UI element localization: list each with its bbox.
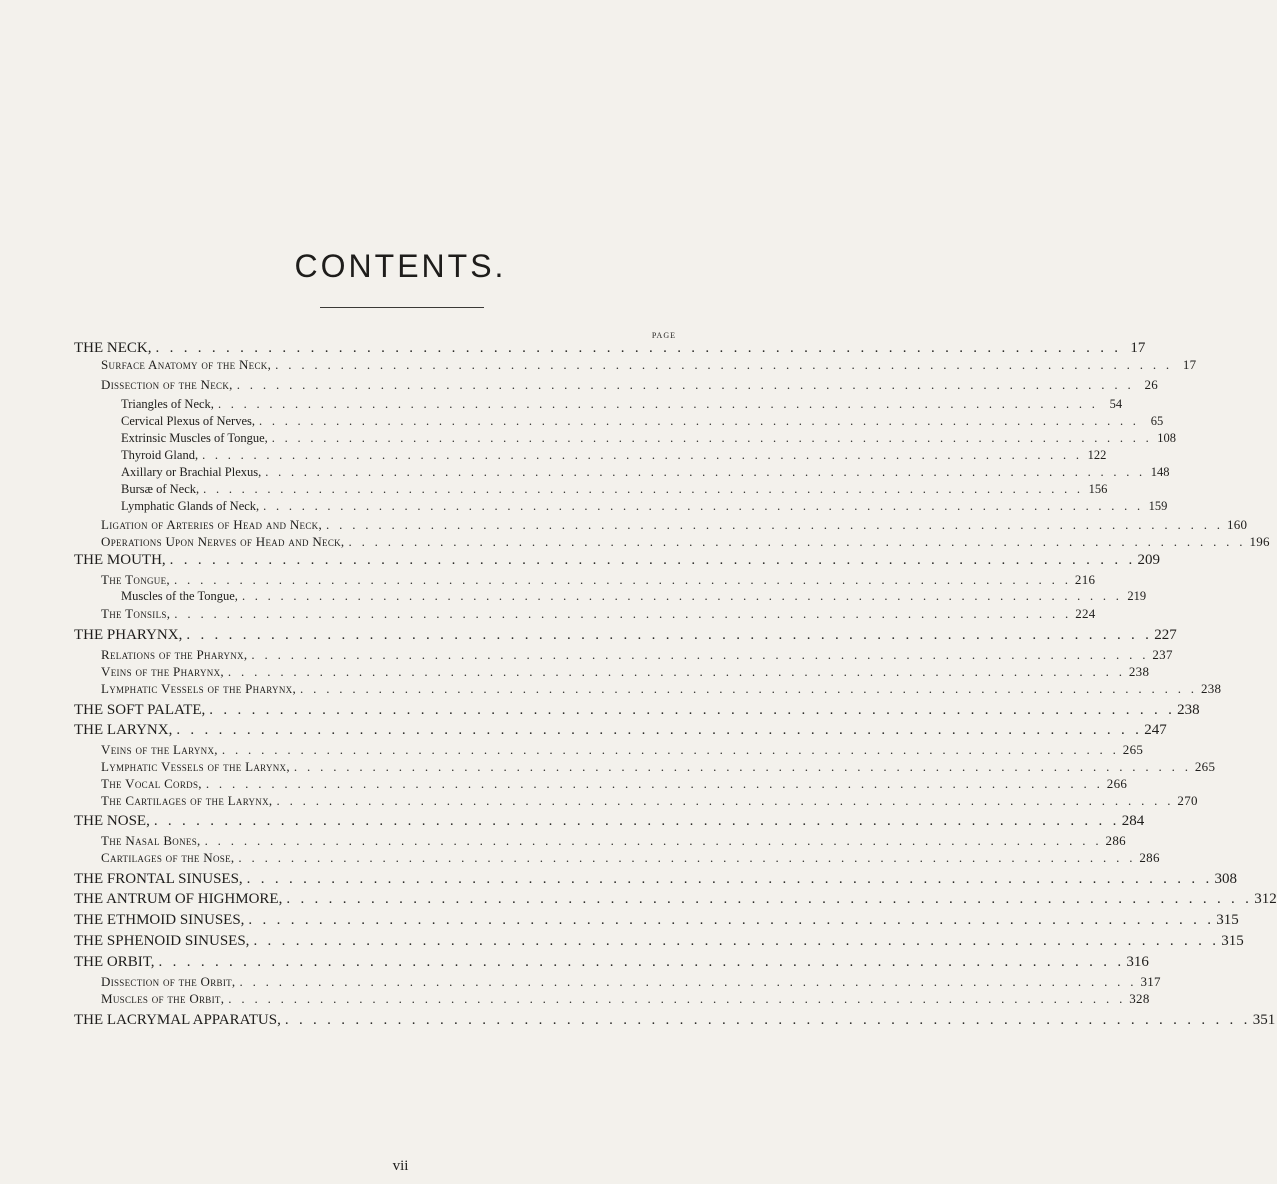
toc-entry-label: Lymphatic Vessels of the Pharynx, — [101, 681, 296, 696]
dot-leader: . . . . . . . . . . . . . . . . . . . . . . . . . . . . . . . . . . . . . . . . . . . . . . . . . . . . . . . . . . . . . . . . . . . . . — [228, 991, 1126, 1006]
toc-entry-page: 351 — [1252, 1012, 1276, 1028]
toc-entry — [121, 499, 1168, 514]
toc-entry-label: Cartilages of the Nose, — [101, 850, 235, 865]
toc-entry-label: THE SPHENOID SINUSES, — [74, 933, 250, 949]
toc-entry-label: The Tonsils, — [101, 606, 171, 621]
toc-entry-label: Lymphatic Vessels of the Larynx, — [101, 759, 290, 774]
toc-entry-label: Veins of the Larynx, — [101, 742, 218, 757]
toc-entry-page: 315 — [1216, 912, 1239, 928]
toc-entry-page: 237 — [1152, 647, 1173, 662]
toc-entry-page: 219 — [1127, 589, 1147, 603]
toc-entry-page: 26 — [1144, 377, 1159, 392]
toc-entry — [101, 850, 1160, 866]
dot-leader: . . . . . . . . . . . . . . . . . . . . . . . . . . . . . . . . . . . . . . . . . . . . . . . . . . . . . . . . . . . . . . . . . . . . . — [265, 465, 1146, 479]
toc-entry-page: 108 — [1157, 431, 1177, 445]
dot-leader: . . . . . . . . . . . . . . . . . . . . . . . . . . . . . . . . . . . . . . . . . . . . . . . . . . . . . . . . . . . . . . . . . . . . . — [176, 722, 1143, 738]
toc-entry-label: Dissection of the Orbit, — [101, 974, 236, 989]
toc-entry — [101, 776, 1128, 792]
toc-entry-label: Surface Anatomy of the Neck, — [101, 357, 272, 372]
dot-leader: . . . . . . . . . . . . . . . . . . . . . . . . . . . . . . . . . . . . . . . . . . . . . . . . . . . . . . . . . . . . . . . . . . . . . — [241, 589, 1123, 603]
toc-entry-label: THE NECK, — [74, 340, 152, 356]
toc-entry — [101, 793, 1198, 809]
toc-entry-label: THE LACRYMAL APPARATUS, — [74, 1012, 281, 1028]
toc-entry-label: The Cartilages of the Larynx, — [101, 793, 273, 808]
toc-entry-page: 160 — [1226, 517, 1248, 532]
toc-entry — [74, 954, 1149, 971]
toc-entry-label: THE ORBIT, — [74, 954, 155, 970]
toc-entry-page: 312 — [1254, 891, 1277, 907]
dot-leader: . . . . . . . . . . . . . . . . . . . . . . . . . . . . . . . . . . . . . . . . . . . . . . . . . . . . . . . . . . . . . . . . . . . . . — [227, 664, 1126, 679]
dot-leader: . . . . . . . . . . . . . . . . . . . . . . . . . . . . . . . . . . . . . . . . . . . . . . . . . . . . . . . . . . . . . . . . . . . . . — [155, 340, 1122, 356]
toc-entry-label: Cervical Plexus of Nerves, — [121, 414, 255, 428]
dot-leader: . . . . . . . . . . . . . . . . . . . . . . . . . . . . . . . . . . . . . . . . . . . . . . . . . . . . . . . . . . . . . . . . . . . . . — [236, 377, 1135, 392]
toc-entry-label: THE PHARYNX, — [74, 627, 183, 643]
toc-entry-label: THE ETHMOID SINUSES, — [74, 912, 245, 928]
toc-entry — [101, 534, 1270, 550]
page-column-header: PAGE — [651, 331, 676, 340]
toc-entry — [121, 465, 1170, 480]
toc-entry-label: THE ANTRUM OF HIGHMORE, — [74, 891, 283, 907]
toc-entry-page: 308 — [1214, 871, 1238, 887]
toc-entry-label: THE SOFT PALATE, — [74, 702, 206, 718]
dot-leader: . . . . . . . . . . . . . . . . . . . . . . . . . . . . . . . . . . . . . . . . . . . . . . . . . . . . . . . . . . . . . . . . . . . . . — [204, 833, 1102, 848]
page-folio: vii — [392, 1158, 409, 1174]
toc-entry — [74, 552, 1161, 569]
toc-entry-page: 316 — [1126, 954, 1149, 970]
toc-entry-page: 122 — [1087, 448, 1107, 462]
toc-entry — [121, 397, 1123, 412]
toc-entry — [74, 340, 1146, 357]
dot-leader: . . . . . . . . . . . . . . . . . . . . . . . . . . . . . . . . . . . . . . . . . . . . . . . . . . . . . . . . . . . . . . . . . . . . . — [259, 414, 1140, 428]
toc-entry-page: 238 — [1128, 664, 1150, 679]
dot-leader: . . . . . . . . . . . . . . . . . . . . . . . . . . . . . . . . . . . . . . . . . . . . . . . . . . . . . . . . . . . . . . . . . . . . . — [276, 793, 1174, 808]
toc-entry-label: Extrinsic Muscles of Tongue, — [121, 431, 268, 445]
title-rule — [320, 307, 484, 308]
toc-entry — [121, 589, 1147, 604]
toc-entry-page: 317 — [1140, 974, 1161, 989]
toc-entry-page: 54 — [1109, 397, 1123, 411]
toc-entry-label: Muscles of the Orbit, — [101, 991, 225, 1006]
toc-entry-label: The Tongue, — [101, 572, 170, 587]
toc-entry-page: 65 — [1150, 414, 1164, 428]
toc-entry — [74, 627, 1177, 644]
toc-entry-label: THE MOUTH, — [74, 552, 166, 568]
toc-entry — [121, 414, 1164, 429]
dot-leader: . . . . . . . . . . . . . . . . . . . . . . . . . . . . . . . . . . . . . . . . . . . . . . . . . . . . . . . . . . . . . . . . . . . . . — [284, 1012, 1251, 1028]
dot-leader: . . . . . . . . . . . . . . . . . . . . . . . . . . . . . . . . . . . . . . . . . . . . . . . . . . . . . . . . . . . . . . . . . . . . . — [202, 448, 1083, 462]
dot-leader: . . . . . . . . . . . . . . . . . . . . . . . . . . . . . . . . . . . . . . . . . . . . . . . . . . . . . . . . . . . . . . . . . . . . . — [275, 357, 1173, 372]
toc-entry-page: 286 — [1139, 850, 1160, 865]
toc-entry-label: THE NOSE, — [74, 813, 150, 829]
toc-entry — [74, 722, 1167, 739]
dot-leader: . . . . . . . . . . . . . . . . . . . . . . . . . . . . . . . . . . . . . . . . . . . . . . . . . . . . . . . . . . . . . . . . . . . . . — [246, 871, 1213, 887]
toc-entry-page: 159 — [1148, 499, 1168, 513]
toc-entry-page: 209 — [1137, 552, 1161, 568]
dot-leader: . . . . . . . . . . . . . . . . . . . . . . . . . . . . . . . . . . . . . . . . . . . . . . . . . . . . . . . . . . . . . . . . . . . . . — [174, 606, 1072, 621]
dot-leader: . . . . . . . . . . . . . . . . . . . . . . . . . . . . . . . . . . . . . . . . . . . . . . . . . . . . . . . . . . . . . . . . . . . . . — [153, 813, 1120, 829]
toc-entry — [101, 664, 1150, 680]
dot-leader: . . . . . . . . . . . . . . . . . . . . . . . . . . . . . . . . . . . . . . . . . . . . . . . . . . . . . . . . . . . . . . . . . . . . . — [251, 647, 1149, 662]
toc-entry-label: Operations Upon Nerves of Head and Neck, — [101, 534, 345, 549]
toc-entry — [101, 517, 1248, 533]
toc-entry-page: 148 — [1150, 465, 1170, 479]
toc-entry — [74, 891, 1277, 908]
toc-entry-label: Ligation of Arteries of Head and Neck, — [101, 517, 322, 532]
dot-leader: . . . . . . . . . . . . . . . . . . . . . . . . . . . . . . . . . . . . . . . . . . . . . . . . . . . . . . . . . . . . . . . . . . . . . — [205, 776, 1104, 791]
toc-entry-page: 17 — [1182, 357, 1197, 372]
toc-entry-page: 328 — [1129, 991, 1150, 1006]
toc-entry-label: THE LARYNX, — [74, 722, 173, 738]
toc-entry-label: THE FRONTAL SINUSES, — [74, 871, 243, 887]
toc-entry-page: 266 — [1106, 776, 1128, 791]
toc-entry-page: 238 — [1177, 702, 1200, 718]
toc-entry-label: Dissection of the Neck, — [101, 377, 233, 392]
toc-entry-page: 265 — [1122, 742, 1144, 757]
dot-leader: . . . . . . . . . . . . . . . . . . . . . . . . . . . . . . . . . . . . . . . . . . . . . . . . . . . . . . . . . . . . . . . . . . . . . — [263, 499, 1144, 513]
toc-entry — [74, 871, 1238, 888]
toc-entry — [101, 572, 1096, 588]
dot-leader: . . . . . . . . . . . . . . . . . . . . . . . . . . . . . . . . . . . . . . . . . . . . . . . . . . . . . . . . . . . . . . . . . . . . . — [326, 517, 1224, 532]
toc-entry-label: Relations of the Pharynx, — [101, 647, 248, 662]
toc-entry — [101, 833, 1126, 849]
toc-entry-label: The Vocal Cords, — [101, 776, 202, 791]
toc-entry-label: Thyroid Gland, — [121, 448, 199, 462]
dot-leader: . . . . . . . . . . . . . . . . . . . . . . . . . . . . . . . . . . . . . . . . . . . . . . . . . . . . . . . . . . . . . . . . . . . . . — [271, 431, 1153, 445]
toc-entry — [74, 912, 1239, 929]
toc-entry — [101, 759, 1216, 775]
dot-leader: . . . . . . . . . . . . . . . . . . . . . . . . . . . . . . . . . . . . . . . . . . . . . . . . . . . . . . . . . . . . . . . . . . . . . — [286, 891, 1253, 907]
toc-entry-page: 284 — [1121, 813, 1145, 829]
toc-entry-page: 17 — [1130, 340, 1146, 356]
dot-leader: . . . . . . . . . . . . . . . . . . . . . . . . . . . . . . . . . . . . . . . . . . . . . . . . . . . . . . . . . . . . . . . . . . . . . — [169, 552, 1136, 568]
toc-entry-page: 196 — [1249, 534, 1270, 549]
toc-entry-page: 156 — [1088, 482, 1108, 496]
toc-entry-label: Axillary or Brachial Plexus, — [121, 465, 262, 479]
toc-entry-page: 286 — [1105, 833, 1126, 848]
toc-entry — [101, 606, 1096, 622]
toc-entry — [101, 742, 1144, 758]
toc-entry-page: 216 — [1074, 572, 1096, 587]
toc-entry-label: Lymphatic Glands of Neck, — [121, 499, 260, 513]
dot-leader: . . . . . . . . . . . . . . . . . . . . . . . . . . . . . . . . . . . . . . . . . . . . . . . . . . . . . . . . . . . . . . . . . . . . . — [238, 850, 1136, 865]
dot-leader: . . . . . . . . . . . . . . . . . . . . . . . . . . . . . . . . . . . . . . . . . . . . . . . . . . . . . . . . . . . . . . . . . . . . . — [158, 954, 1125, 970]
toc-entry — [74, 813, 1145, 830]
toc-entry-page: 265 — [1194, 759, 1216, 774]
toc-entry-label: The Nasal Bones, — [101, 833, 201, 848]
dot-leader: . . . . . . . . . . . . . . . . . . . . . . . . . . . . . . . . . . . . . . . . . . . . . . . . . . . . . . . . . . . . . . . . . . . . . — [221, 742, 1120, 757]
toc-entry — [121, 448, 1107, 463]
dot-leader: . . . . . . . . . . . . . . . . . . . . . . . . . . . . . . . . . . . . . . . . . . . . . . . . . . . . . . . . . . . . . . . . . . . . . — [293, 759, 1192, 774]
toc-entry — [101, 974, 1161, 990]
dot-leader: . . . . . . . . . . . . . . . . . . . . . . . . . . . . . . . . . . . . . . . . . . . . . . . . . . . . . . . . . . . . . . . . . . . . . — [186, 627, 1153, 643]
toc-entry-page: 270 — [1177, 793, 1198, 808]
dot-leader: . . . . . . . . . . . . . . . . . . . . . . . . . . . . . . . . . . . . . . . . . . . . . . . . . . . . . . . . . . . . . . . . . . . . . — [248, 912, 1215, 928]
toc-entry-label: Veins of the Pharynx, — [101, 664, 224, 679]
dot-leader: . . . . . . . . . . . . . . . . . . . . . . . . . . . . . . . . . . . . . . . . . . . . . . . . . . . . . . . . . . . . . . . . . . . . . — [217, 397, 1099, 411]
toc-entry-page: 247 — [1144, 722, 1167, 738]
toc-entry-page: 238 — [1200, 681, 1222, 696]
toc-entry — [121, 431, 1177, 446]
toc-entry — [74, 1012, 1276, 1029]
dot-leader: . . . . . . . . . . . . . . . . . . . . . . . . . . . . . . . . . . . . . . . . . . . . . . . . . . . . . . . . . . . . . . . . . . . . . — [203, 482, 1084, 496]
toc-entry — [101, 647, 1173, 663]
toc-entry — [101, 357, 1197, 373]
dot-leader: . . . . . . . . . . . . . . . . . . . . . . . . . . . . . . . . . . . . . . . . . . . . . . . . . . . . . . . . . . . . . . . . . . . . . — [348, 534, 1246, 549]
toc-entry — [101, 377, 1159, 393]
toc-entry — [121, 482, 1108, 497]
dot-leader: . . . . . . . . . . . . . . . . . . . . . . . . . . . . . . . . . . . . . . . . . . . . . . . . . . . . . . . . . . . . . . . . . . . . . — [253, 933, 1220, 949]
toc-entry — [101, 681, 1222, 697]
toc-entry-page: 315 — [1221, 933, 1244, 949]
dot-leader: . . . . . . . . . . . . . . . . . . . . . . . . . . . . . . . . . . . . . . . . . . . . . . . . . . . . . . . . . . . . . . . . . . . . . — [173, 572, 1072, 587]
toc-entry — [101, 991, 1150, 1007]
toc-entry-label: Triangles of Neck, — [121, 397, 214, 411]
page-title: CONTENTS. — [294, 248, 507, 284]
toc-entry-page: 224 — [1075, 606, 1096, 621]
toc-entry-label: Muscles of the Tongue, — [121, 589, 238, 603]
dot-leader: . . . . . . . . . . . . . . . . . . . . . . . . . . . . . . . . . . . . . . . . . . . . . . . . . . . . . . . . . . . . . . . . . . . . . — [300, 681, 1198, 696]
toc-entry-label: Bursæ of Neck, — [121, 482, 200, 496]
dot-leader: . . . . . . . . . . . . . . . . . . . . . . . . . . . . . . . . . . . . . . . . . . . . . . . . . . . . . . . . . . . . . . . . . . . . . — [209, 702, 1176, 718]
toc-entry — [74, 933, 1244, 950]
dot-leader: . . . . . . . . . . . . . . . . . . . . . . . . . . . . . . . . . . . . . . . . . . . . . . . . . . . . . . . . . . . . . . . . . . . . . — [239, 974, 1137, 989]
toc-entry-page: 227 — [1154, 627, 1177, 643]
toc-entry — [74, 702, 1200, 719]
